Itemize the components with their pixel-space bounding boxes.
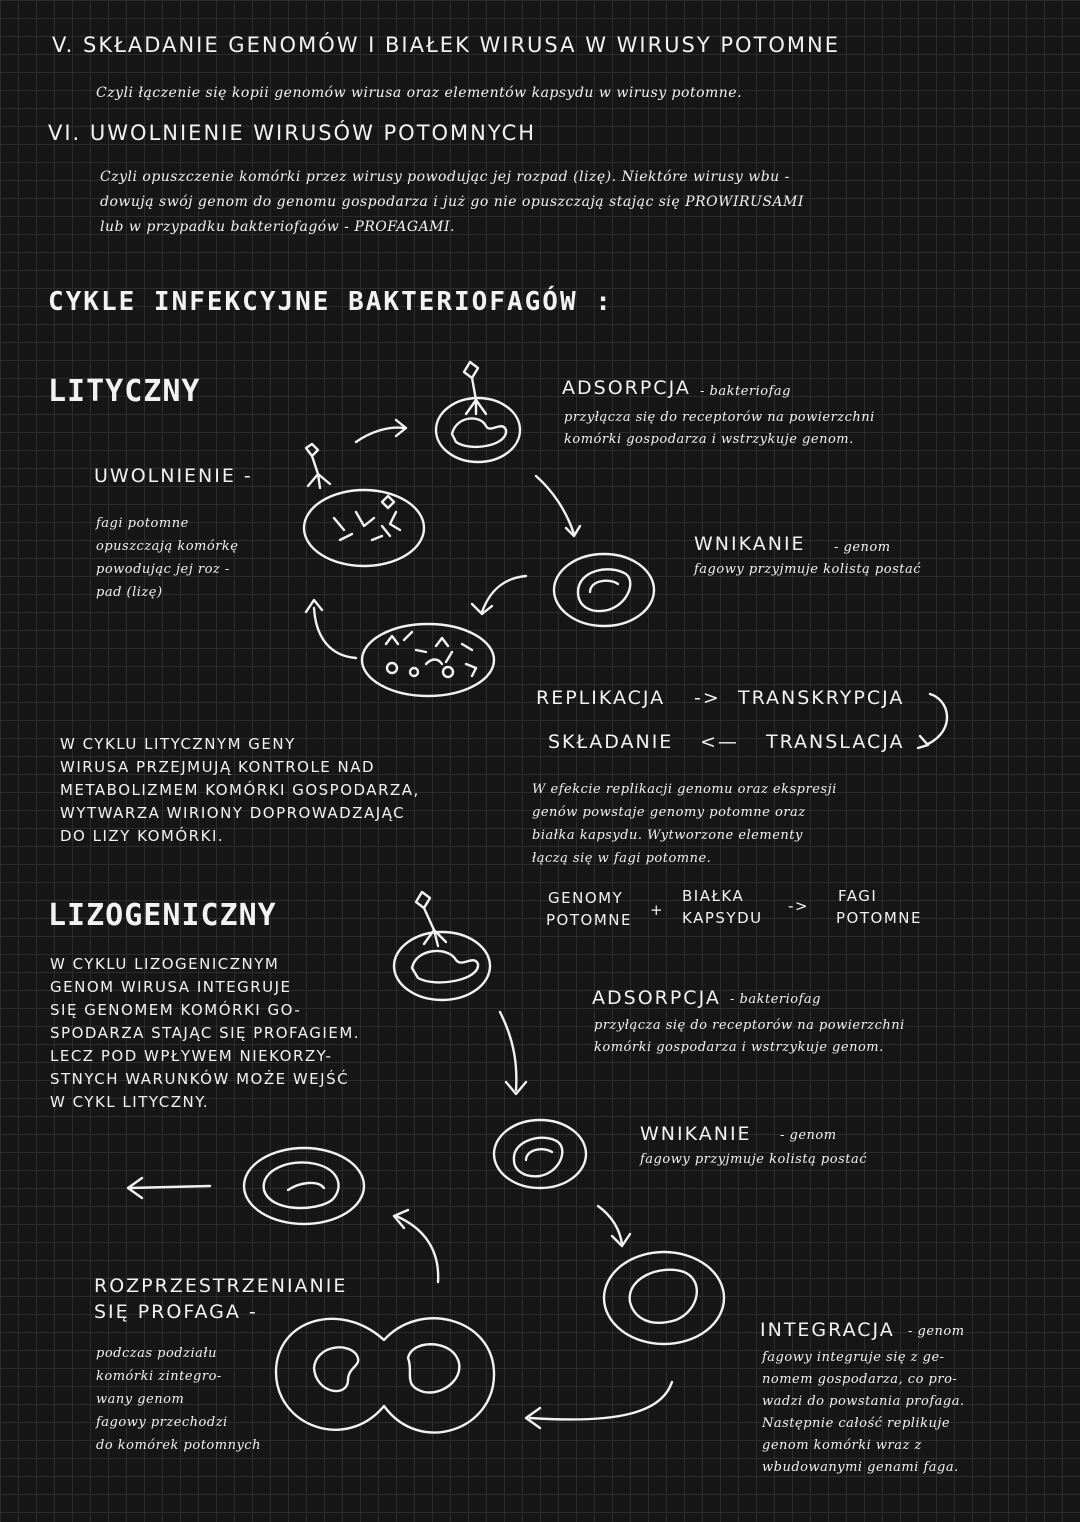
- spread-label: SIĘ PROFAGA -: [94, 1301, 258, 1323]
- arrow-icon: [918, 694, 947, 748]
- lysogenic-entry-cell: [494, 1120, 586, 1188]
- lytic-release-label: UWOLNIENIE -: [94, 465, 253, 487]
- lytic-entry-tail: - genom: [834, 540, 891, 555]
- lysogenic-adsorption-line: przyłącza się do receptorów na powierzchni: [594, 1018, 905, 1033]
- flow-transkrypcja: TRANSKRYPCJA: [738, 687, 905, 709]
- lytic-adsorption-tail: - bakteriofag: [700, 384, 791, 399]
- arrow-icon: [500, 1012, 526, 1094]
- lysogenic-entry-line: fagowy przyjmuje kolistą postać: [640, 1152, 868, 1167]
- arrow-icon: [598, 1206, 630, 1246]
- flow-skladanie: SKŁADANIE: [548, 731, 674, 753]
- spread-label: ROZPRZESTRZENIANIE: [94, 1275, 348, 1297]
- lytic-adsorption-line: przyłącza się do receptorów na powierzchni: [564, 410, 875, 425]
- lysogenic-title: LIZOGENICZNY: [48, 898, 277, 933]
- arrow-icon: [526, 1382, 672, 1428]
- flow-arrow-1: ->: [694, 687, 721, 709]
- lysogenic-adsorption-line: komórki gospodarza i wstrzykuje genom.: [594, 1040, 884, 1055]
- lysogenic-daughter-cell: [244, 1148, 364, 1224]
- arrow-icon: [472, 576, 526, 614]
- lytic-adsorption-label: ADSORPCJA: [562, 377, 691, 399]
- lytic-entry-label: WNIKANIE: [694, 533, 806, 555]
- phage-icon: [306, 444, 330, 488]
- phage-icon: [416, 892, 446, 946]
- integration-label: INTEGRACJA: [760, 1319, 895, 1341]
- lytic-adsorption-line: komórki gospodarza i wstrzykuje genom.: [564, 432, 854, 447]
- arrow-icon: [306, 600, 356, 658]
- arrow-icon: [536, 476, 580, 536]
- lytic-adsorption-cell: [436, 398, 520, 462]
- flow-arrow-2: <—: [700, 731, 739, 753]
- arrow-icon: [394, 1210, 438, 1282]
- lytic-replication-cell: [362, 624, 494, 696]
- arrow-icon: [356, 420, 406, 442]
- integration-tail: - genom: [908, 1324, 965, 1339]
- lysogenic-adsorption-cell: [394, 932, 490, 1000]
- section-5-text: Czyli łączenie się kopii genomów wirusa oraz elementów kapsydu w wirusy potomne.: [96, 85, 743, 101]
- cycles-heading: CYKLE INFEKCYJNE BAKTERIOFAGÓW :: [48, 287, 613, 317]
- lysogenic-integration-cell: [604, 1252, 724, 1344]
- lysogenic-entry-tail: - genom: [780, 1128, 837, 1143]
- lysogenic-dividing-cell: [276, 1318, 494, 1432]
- lysogenic-adsorption-tail: - bakteriofag: [730, 992, 821, 1007]
- phage-icon: [464, 362, 486, 414]
- flow-translacja: TRANSLACJA: [766, 731, 905, 753]
- lytic-entry-cell: [554, 554, 654, 626]
- lytic-title: LITYCZNY: [48, 374, 201, 409]
- lytic-release-cell: [304, 490, 424, 566]
- lysogenic-entry-label: WNIKANIE: [640, 1123, 752, 1145]
- flow-replikacja: REPLIKACJA: [536, 687, 666, 709]
- section-5-title: V. SKŁADANIE GENOMÓW I BIAŁEK WIRUSA W WIRUSY POTOMNE: [52, 33, 841, 57]
- lytic-entry-line: fagowy przyjmuje kolistą postać: [694, 562, 922, 577]
- arrow-icon: [128, 1178, 210, 1198]
- lysogenic-adsorption-label: ADSORPCJA: [592, 987, 721, 1009]
- section-6-title: VI. UWOLNIENIE WIRUSÓW POTOMNYCH: [48, 121, 537, 145]
